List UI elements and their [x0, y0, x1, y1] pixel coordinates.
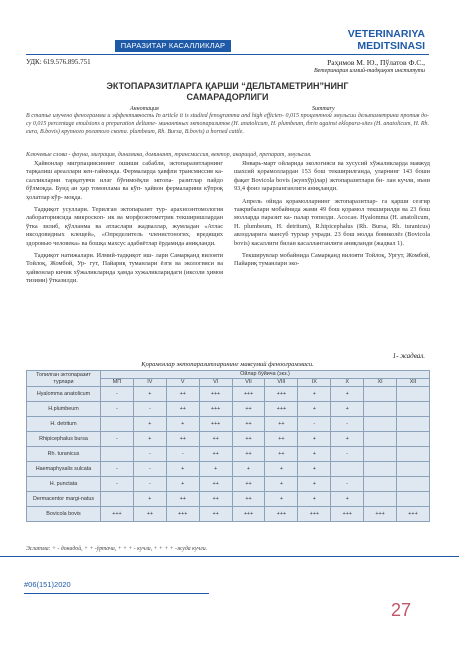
table-cell: +++	[232, 387, 265, 402]
table-cell: -	[133, 462, 166, 477]
table-cell	[364, 432, 397, 447]
month-header: X	[331, 379, 364, 387]
keywords: Ключевые слова - фауна, миграция, динамика, доминант, трансмиссия, вектор, акарицид, препарат, эмульсия.	[26, 152, 312, 158]
table-cell: -	[331, 417, 364, 432]
table-cell	[101, 492, 134, 507]
table-cell: +	[265, 492, 298, 507]
table-cell	[397, 492, 430, 507]
table-row	[27, 402, 430, 417]
table-cell: +	[331, 432, 364, 447]
paragraph: Текширувлар мобайнида Самарқанд вилояти Тойлоқ, Ургут, Жомбой, Пайариқ туманлари эко-	[234, 252, 430, 268]
table-cell	[364, 447, 397, 462]
table-cell: +++	[199, 387, 232, 402]
table-cell: +++	[232, 507, 265, 522]
table-legend: Эслатма: + - донадой, + + -ўртача, + + + - кучли, + + + + -жуда кучли.	[26, 546, 208, 552]
udk-code: УДК: 619.576.895.751	[26, 58, 91, 66]
table-cell: +	[298, 447, 331, 462]
table-cell: ++	[232, 417, 265, 432]
article-title	[26, 81, 429, 103]
table-cell: ++	[265, 447, 298, 462]
table-cell: +++	[331, 507, 364, 522]
title-line1: ЭКТОПАРАЗИТЛАРГА ҚАРШИ “ДЕЛЬТАМЕТРИН”НИНГ	[106, 81, 349, 91]
species-header: Топилган эктопаразит турлари	[27, 371, 101, 387]
species-name: Haemaphysalis sulcata	[27, 462, 101, 477]
table-cell: ++	[232, 447, 265, 462]
summary-heading: Summary	[312, 106, 335, 112]
table-row	[27, 432, 430, 447]
table-cell: -	[133, 447, 166, 462]
table-cell: +++	[166, 507, 199, 522]
paragraph: Тадқиқот натижалари. Илмий-тадқиқот иш- лари Самарқанд вилояти Тойлоқ, Жомбой, Ур- гут, Пайариқ туманлари ёзги ва экологияси ва ҳайвонлар кичик хўжаликларида ҳамда хужаликларидаги (иксоли ҳимоя тизими) ўтказилди.	[26, 252, 223, 285]
table-caption: Қорамоллар эктопаразитларининг мавсумий феноограммаси.	[141, 361, 314, 368]
table-row	[27, 417, 430, 432]
table-cell	[364, 462, 397, 477]
table-cell: ++	[265, 417, 298, 432]
table-cell: +	[331, 492, 364, 507]
month-header: VI	[199, 379, 232, 387]
table-cell: ++	[232, 492, 265, 507]
table-cell	[397, 387, 430, 402]
table-cell: +	[298, 462, 331, 477]
journal-name-line1: VETERINARIYA	[347, 28, 425, 40]
table-cell: -	[166, 447, 199, 462]
table-cell: +++	[265, 387, 298, 402]
table-cell	[397, 462, 430, 477]
annotation-heading: Аннотация	[130, 106, 159, 112]
table-cell: +	[298, 402, 331, 417]
paragraph: Январь-март ойларида экологияси ва хусусий хўжаликларда мавжуд шахсий қорамоллардан 153 бош текширилганда, уларнинг 143 боши фақат Bovicola bovis (жунхўр)лар) эктопаразитлари бн- лан кучли, яъни 93,4 фоиз зарарланганлиги аниқланди.	[234, 160, 430, 193]
table-cell: -	[101, 402, 134, 417]
month-header: IX	[298, 379, 331, 387]
table-cell: ++	[199, 432, 232, 447]
issue-number: #06(151)2020	[24, 580, 71, 589]
table-cell	[397, 432, 430, 447]
species-name: Hyalomma anatolicum	[27, 387, 101, 402]
table-cell: -	[298, 417, 331, 432]
table-row	[27, 492, 430, 507]
authors: Раҳимов М. Ю., Пўлатов Ф.С.,	[327, 58, 425, 67]
month-header: V	[166, 379, 199, 387]
table-cell	[397, 417, 430, 432]
table-row	[27, 477, 430, 492]
table-cell: -	[101, 462, 134, 477]
table-cell: +++	[397, 507, 430, 522]
table-cell: ++	[166, 432, 199, 447]
table-cell	[101, 417, 134, 432]
paragraph: Тадқиқот усуллари. Терилган эктопаразит тур- арахноэнтомология лабораториясида микроскоп- ик ва морфоэктометрик текширишлардан ўтка зилиб, қўлланма ва атласлари жадваллар, жумладан «Атлас иксодовидных клещей», «Определитель членистоногих, вредящих здоровью человека» ва бошқа махсус адабиётлар ёрдамида аниқланди.	[26, 206, 223, 247]
table-cell: +	[133, 417, 166, 432]
phenogram-table	[26, 370, 430, 522]
months-header: Ойлар бўйича (экз.)	[101, 371, 430, 379]
species-name: H. punctata	[27, 477, 101, 492]
table-cell	[101, 447, 134, 462]
table-cell: -	[101, 477, 134, 492]
table-cell: +	[298, 432, 331, 447]
table-row	[27, 447, 430, 462]
journal-name-line2: MEDITSINASI	[357, 40, 425, 52]
species-name: Rhipicephalus bursa	[27, 432, 101, 447]
table-cell: ++	[166, 402, 199, 417]
month-header: XII	[397, 379, 430, 387]
species-name: Rh. turanicus	[27, 447, 101, 462]
journal-name	[348, 28, 425, 52]
table-cell	[397, 402, 430, 417]
table-cell: -	[101, 432, 134, 447]
text-column-right	[234, 160, 430, 273]
text-column-left	[26, 160, 223, 290]
table-cell: +++	[364, 507, 397, 522]
month-header: VII	[232, 379, 265, 387]
table-cell: +	[331, 387, 364, 402]
table-cell: -	[331, 447, 364, 462]
table-cell: +	[133, 387, 166, 402]
table-row	[27, 507, 430, 522]
table-cell: +	[133, 432, 166, 447]
table-cell: +++	[101, 507, 134, 522]
table-cell: +++	[265, 402, 298, 417]
abstract: В статье изучено фенограмма и эффективность In article it is studied fenogramma and high efficien- 0,015 процентной эмульсии дельтаметрина против до- cy 0,015 percentage emulsions a preparation deltame- минантных эктопаразитов (H. anatolicum, H. plumbeum, thrin against eklopara-sites (H. anatolicum, H. Rh. eura, B.bovis) крупного рогатого скота. plumbeum, Rh. Bursa, B.bovis) a horned cattle.	[26, 113, 429, 135]
table-cell: +++	[199, 402, 232, 417]
species-name: H. detritum	[27, 417, 101, 432]
table-cell	[364, 492, 397, 507]
table-cell	[364, 417, 397, 432]
table-cell: +++	[199, 417, 232, 432]
paragraph: Ҳайвонлар мигрпациясининг ошиши сабабли, эктопаразитларнинг тарқалиш ареаллари кен-гаймоқда. Фермаларда ҳавфли трансмиссив ка- салликларни тарқатувчи иләг бўғимоёқли эктопа- разитлар пайдо бўлмоқда. Бунд ан ҳар томонлама ва кўп- ҳайвон фермаларини кўпроқ ҳолатлар кўр- моқда.	[26, 160, 223, 201]
table-cell: ++	[265, 432, 298, 447]
table-cell: ++	[199, 447, 232, 462]
table-cell	[364, 477, 397, 492]
table-cell: +	[199, 462, 232, 477]
table-row	[27, 462, 430, 477]
month-header: VIII	[265, 379, 298, 387]
table-cell: +	[265, 462, 298, 477]
month-header: МП	[101, 379, 134, 387]
table-cell: -	[331, 477, 364, 492]
title-line2: САМАРАДОРЛИГИ	[186, 92, 269, 102]
table-cell: ++	[133, 507, 166, 522]
table-row	[27, 387, 430, 402]
table-cell: +	[232, 462, 265, 477]
paragraph: Апрель ойида қорамолларнинг эктопаразитлар- га қарши сезгир тажрибалари мобайнида жами 49 бош қорамол текширилди ва 23 бош молларда паразит ка- палар топилди. Асосан. Hyalomma (H. anatolicum, H. plumbeum, H. detritum), R.hipicephalus (Rh. Bursa, Rh. turanicus) авлодларига мансуб турлар учради. 23 бош молда бовиколёз (Bovicola bovis) касаллиги билан касалланганлиги аниқланди (жадвал 1).	[234, 197, 430, 247]
issue-underline	[24, 593, 209, 594]
section-band: ПАРАЗИТАР КАСАЛЛИКЛАР	[115, 40, 231, 52]
table-cell: +	[166, 462, 199, 477]
table-cell: ++	[232, 477, 265, 492]
table-cell: ++	[199, 492, 232, 507]
table-cell: +++	[265, 507, 298, 522]
table-cell	[364, 387, 397, 402]
species-name: H.plumbeum	[27, 402, 101, 417]
table-cell: +	[265, 477, 298, 492]
table-cell: +++	[298, 507, 331, 522]
table-cell: +	[331, 402, 364, 417]
month-header: IV	[133, 379, 166, 387]
table-cell	[364, 402, 397, 417]
footer-rule	[0, 556, 459, 557]
table-cell: -	[101, 387, 134, 402]
table-cell: ++	[166, 387, 199, 402]
table-cell: +	[298, 387, 331, 402]
month-header: XI	[364, 379, 397, 387]
table-cell: +	[298, 477, 331, 492]
table-cell: +	[166, 417, 199, 432]
table-cell: -	[133, 402, 166, 417]
table-cell: +	[298, 492, 331, 507]
table-cell	[331, 462, 364, 477]
table-cell: ++	[166, 492, 199, 507]
table-cell: ++	[199, 507, 232, 522]
header-rule	[26, 54, 429, 55]
table-cell	[397, 477, 430, 492]
table-cell: ++	[232, 432, 265, 447]
species-name: Dermacentor margi-natus	[27, 492, 101, 507]
table-cell: -	[133, 477, 166, 492]
table-number: 1- жадвал.	[392, 352, 425, 360]
institute: Ветеринария илмий-тадқиқот институти	[314, 68, 425, 74]
table-cell: ++	[232, 402, 265, 417]
table-cell	[397, 447, 430, 462]
species-name: Bovicola bovis	[27, 507, 101, 522]
table-cell: ++	[199, 477, 232, 492]
table-cell: +	[133, 492, 166, 507]
table-cell: +	[166, 477, 199, 492]
page-number: 27	[390, 600, 411, 620]
